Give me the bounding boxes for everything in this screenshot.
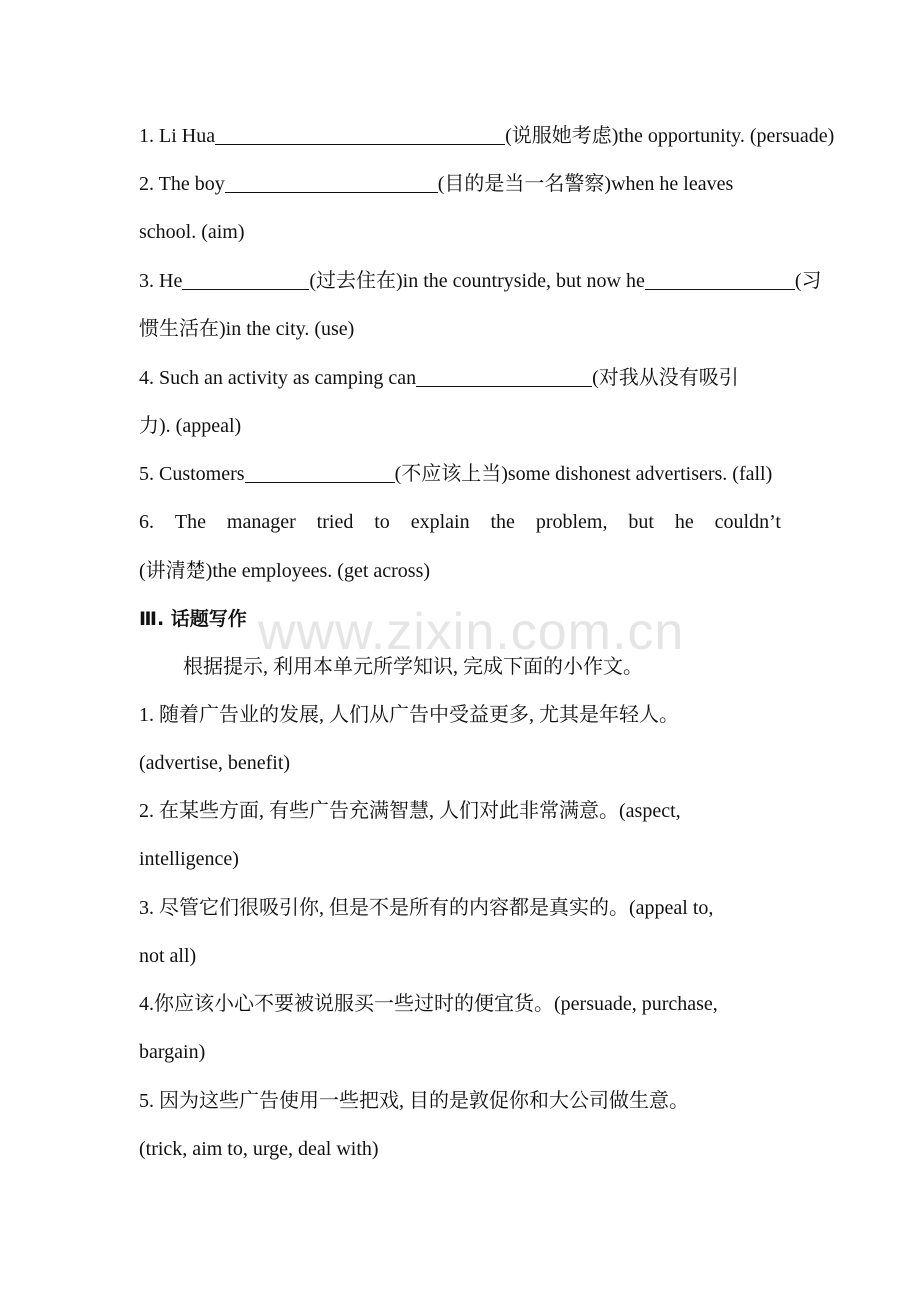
item-subject: Customers xyxy=(159,463,245,485)
writing-item-3-keywords: not all) xyxy=(139,945,197,967)
writing-item-3: 3. 尽管它们很吸引你, 但是不是所有的内容都是真实的。(appeal to, xyxy=(139,897,714,919)
translation-item-6 xyxy=(139,509,781,535)
item-rest-line2: 力). (appeal) xyxy=(139,415,242,437)
writing-item-4: 4.你应该小心不要被说服买一些过时的便宜货。(persuade, purchase, xyxy=(139,993,718,1015)
item-word: tried xyxy=(316,511,354,533)
writing-item-5-keywords: (trick, aim to, urge, deal with) xyxy=(139,1138,379,1160)
item-rest: some dishonest advertisers. (fall) xyxy=(507,463,773,485)
section-heading: Ⅲ. 话题写作 xyxy=(139,608,247,630)
writing-item-1-keywords: (advertise, benefit) xyxy=(139,752,291,774)
answer-blank[interactable] xyxy=(416,366,592,387)
answer-blank-2[interactable] xyxy=(645,269,795,290)
item-rest: the opportunity. (persuade) xyxy=(618,125,835,147)
translation-item-3 xyxy=(139,268,822,294)
writing-item-5: 5. 因为这些广告使用一些把戏, 目的是敦促你和大公司做生意。 xyxy=(139,1090,689,1112)
translation-item-3-cont xyxy=(139,316,354,342)
section-instruction: 根据提示, 利用本单元所学知识, 完成下面的小作文。 xyxy=(183,656,643,678)
item-rest-line2: (讲清楚)the employees. (get across) xyxy=(139,560,431,582)
item-hint: (对我从没有吸引 xyxy=(592,367,739,389)
writing-item-4-keywords: bargain) xyxy=(139,1041,206,1063)
item-number: 2. xyxy=(139,173,154,195)
translation-item-4-cont xyxy=(139,413,241,439)
item-hint: (目的是当一名警察) xyxy=(437,173,612,195)
item-number: 4. xyxy=(139,367,154,389)
answer-blank[interactable] xyxy=(225,172,438,193)
item-number: 1. xyxy=(139,125,154,147)
translation-item-4 xyxy=(139,365,739,391)
item-rest-line2: school. (aim) xyxy=(139,221,245,243)
translation-item-6-cont xyxy=(139,558,430,584)
item-hint: (说服她考虑) xyxy=(505,125,619,147)
item-word: explain xyxy=(410,511,470,533)
item-word: The xyxy=(174,511,206,533)
item-hint: (不应该上当) xyxy=(394,463,508,485)
writing-item-2: 2. 在某些方面, 有些广告充满智慧, 人们对此非常满意。(aspect, xyxy=(139,800,681,822)
item-subject: Such an activity as camping can xyxy=(159,367,417,389)
item-word: the xyxy=(490,511,515,533)
translation-item-5 xyxy=(139,461,772,487)
item-word: he xyxy=(674,511,694,533)
item-word: couldn’t xyxy=(714,511,781,533)
writing-item-1: 1. 随着广告业的发展, 人们从广告中受益更多, 尤其是年轻人。 xyxy=(139,704,679,726)
item-hint: (过去住在) xyxy=(309,270,403,292)
item-word: manager xyxy=(226,511,296,533)
item-rest-line2: 惯生活在)in the city. (use) xyxy=(139,318,355,340)
item-subject: He xyxy=(159,270,183,292)
item-hint-2: (习 xyxy=(794,270,822,292)
translation-item-2 xyxy=(139,171,733,197)
answer-blank[interactable] xyxy=(245,462,395,483)
watermark: www.zixin.com.cn xyxy=(258,603,685,661)
item-number: 6. xyxy=(139,511,154,533)
item-word: but xyxy=(628,511,654,533)
item-word: to xyxy=(374,511,390,533)
item-subject: Li Hua xyxy=(159,125,216,147)
item-subject: The boy xyxy=(158,173,225,195)
item-number: 3. xyxy=(139,270,154,292)
translation-item-1 xyxy=(139,123,834,149)
translation-item-2-cont xyxy=(139,219,245,245)
item-number: 5. xyxy=(139,463,154,485)
item-mid: in the countryside, but now he xyxy=(402,270,645,292)
item-word: problem, xyxy=(535,511,608,533)
item-rest: when he leaves xyxy=(611,173,734,195)
answer-blank[interactable] xyxy=(182,269,309,290)
writing-item-2-keywords: intelligence) xyxy=(139,848,239,870)
answer-blank[interactable] xyxy=(215,124,505,145)
